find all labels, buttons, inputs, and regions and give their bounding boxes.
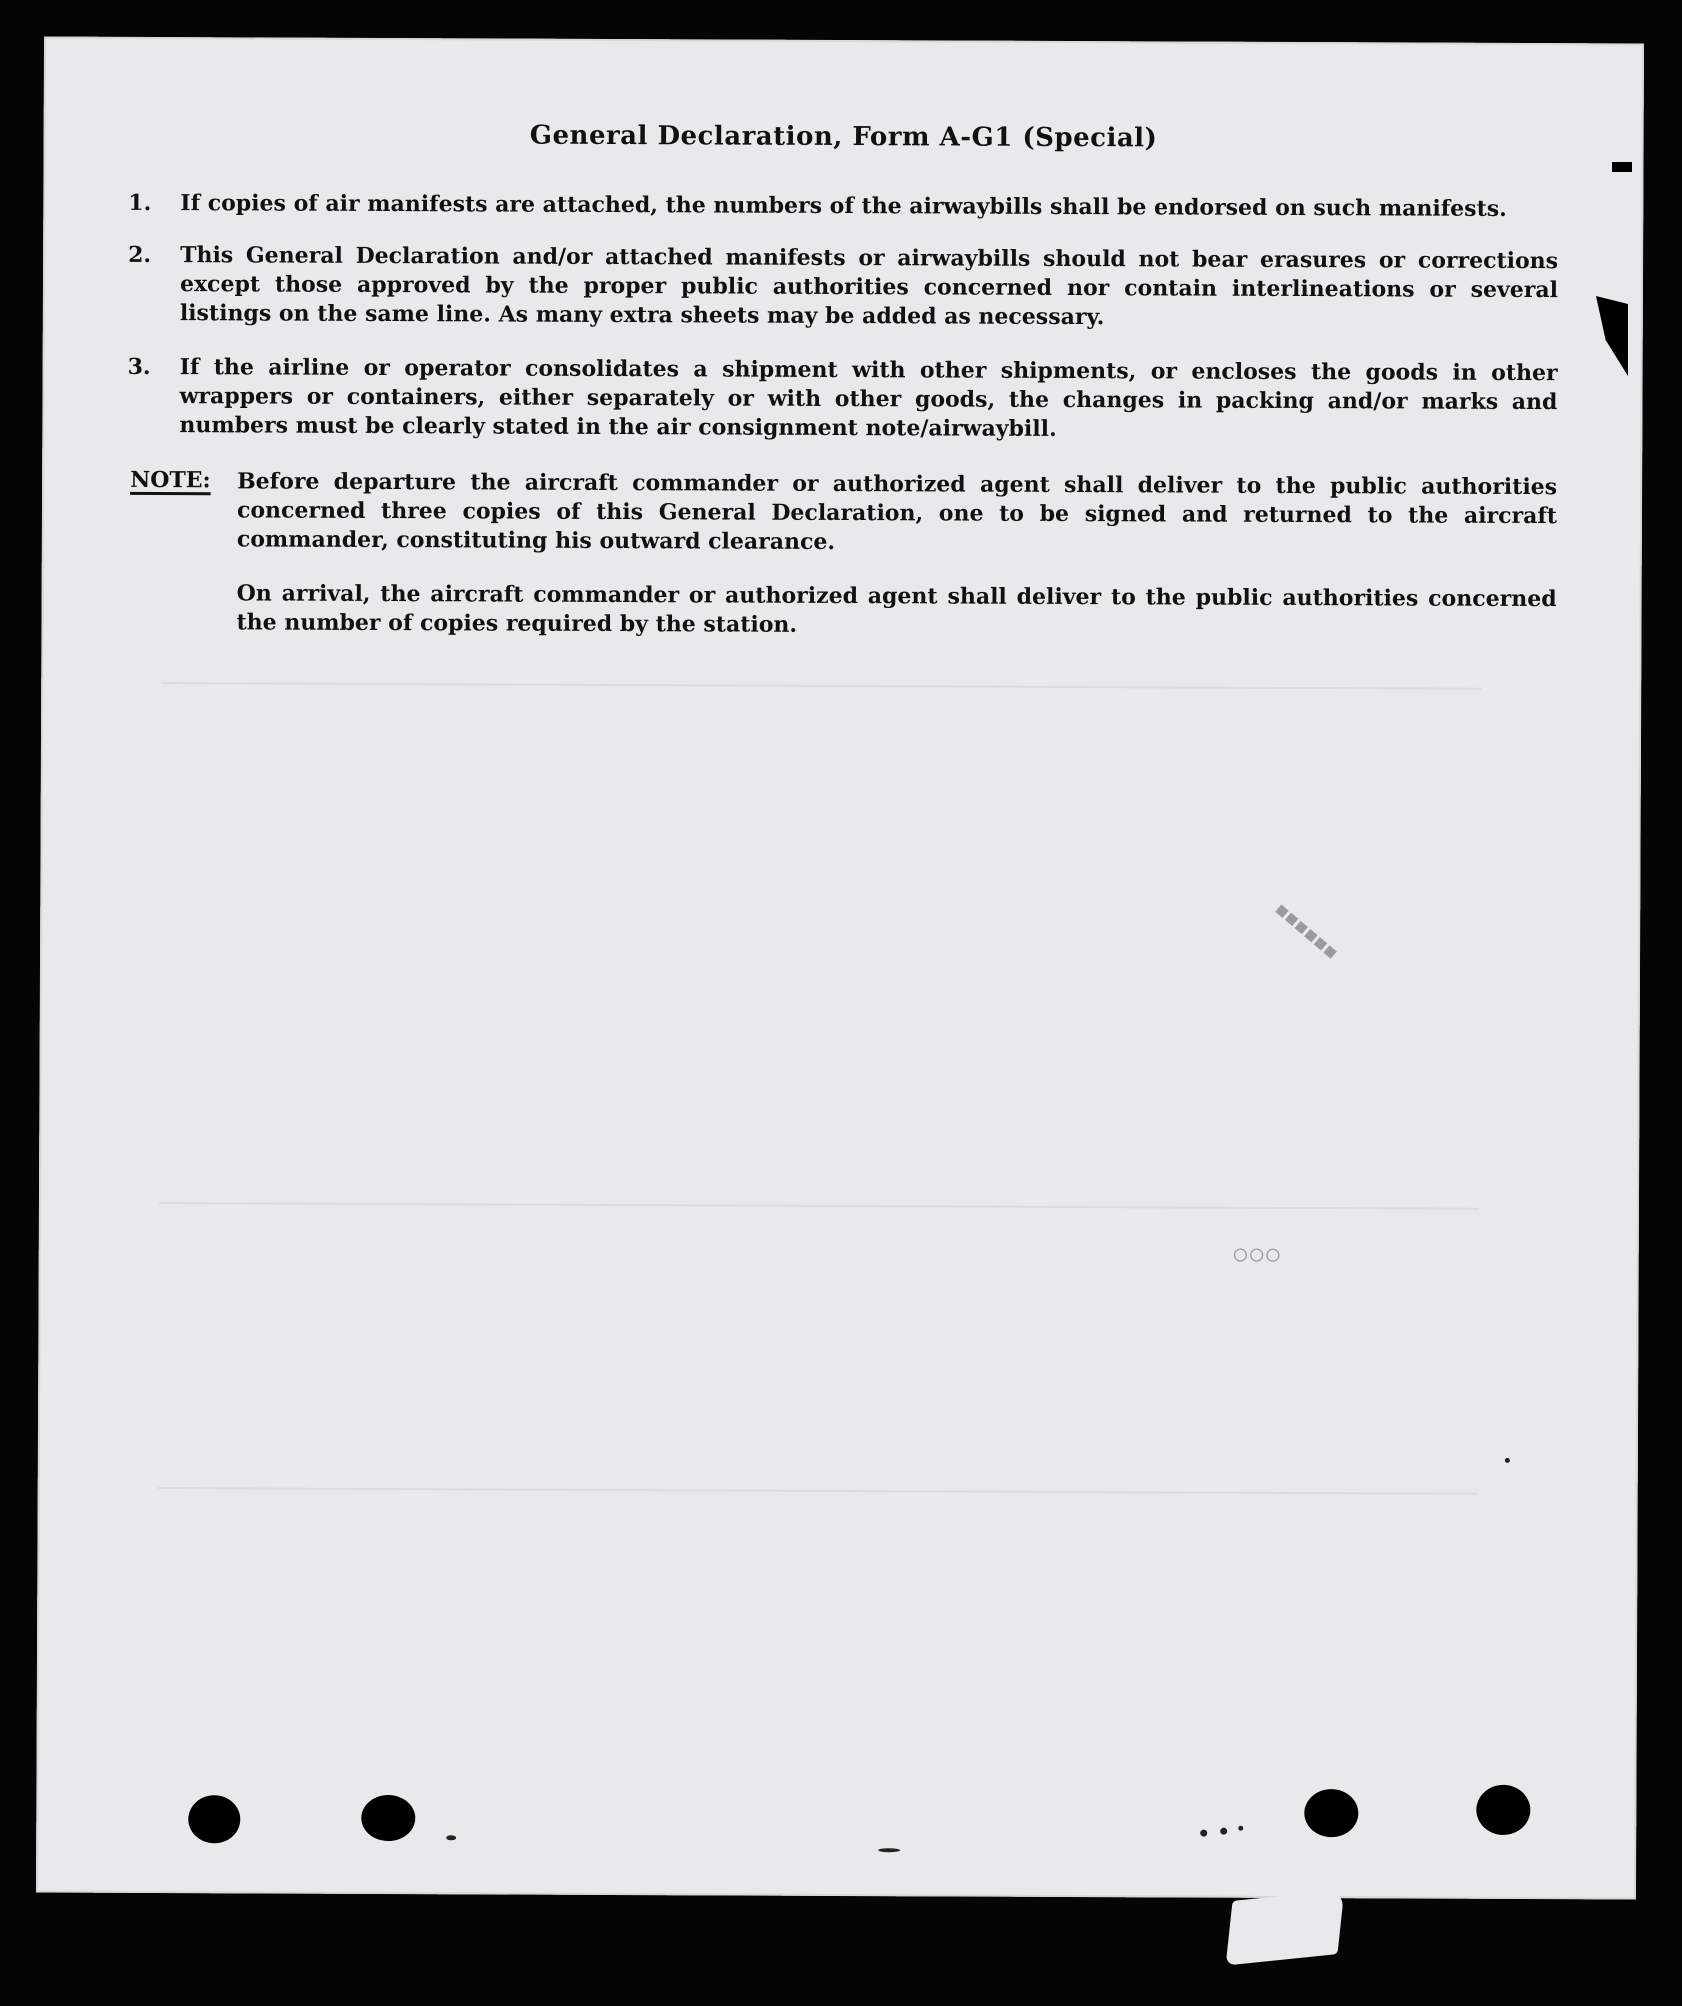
ink-speck [446,1835,456,1840]
diagonal-stamp-mark: ■■■■■■ [1272,899,1344,964]
edge-clip-mark [1612,162,1632,172]
ink-speck [1200,1830,1207,1837]
note-paragraph-departure: Before departure the aircraft commander or authorized agent shall deliver to the public authorities concerned three copies of this General Declaration, one to be signed and returned to the aircraft commander, constituting his outward clearance. [236,468,1558,555]
instruction-item-3 [127,353,1557,446]
instruction-item-1 [128,189,1558,224]
instruction-item-2 [128,241,1558,334]
note-paragraph-arrival: On arrival, the aircraft commander or authorized agent shall deliver to the public authorities concerned the number of copies required by the station. [236,580,1557,638]
item-text: This General Declaration and/or attached manifests or airwaybills should not bear erasures or corrections except those approved by the proper public authorities concerned nor contain interlineations or several listings on the same line. As many extra sheets may be added as necessary. [179,242,1559,331]
show-through-line [159,1202,1479,1210]
punch-hole-left-outer [188,1795,240,1843]
item-text: If the airline or operator consolidates a shipment with other shipments, or encloses the goods in other wrappers or containers, either separately or with other goods, the changes in packing and/or marks and numbers must be clearly stated in the air consignment note/airwaybill. [179,354,1558,442]
ink-speck [1505,1458,1510,1463]
show-through-line [161,682,1481,690]
torn-paper-fragment [1226,1889,1345,1965]
note-label: NOTE: [130,466,211,494]
item-number: 2. [128,241,152,268]
ink-speck [1238,1826,1243,1831]
punch-hole-left-inner [361,1795,415,1841]
ink-speck [878,1848,900,1852]
show-through-line [158,1487,1478,1495]
document-page [36,37,1644,1900]
document-title: General Declaration, Form A-G1 (Special) [529,120,1158,154]
show-through-stamp-mark: ○○○ [1233,1241,1283,1267]
item-number: 3. [127,353,151,380]
punch-hole-right-inner [1304,1789,1358,1837]
item-number: 1. [128,189,152,216]
punch-hole-right-outer [1476,1785,1530,1835]
item-text: If copies of air manifests are attached, the numbers of the airwaybills shall be endorsed on such manifests. [180,190,1507,222]
ink-speck [1220,1828,1227,1835]
